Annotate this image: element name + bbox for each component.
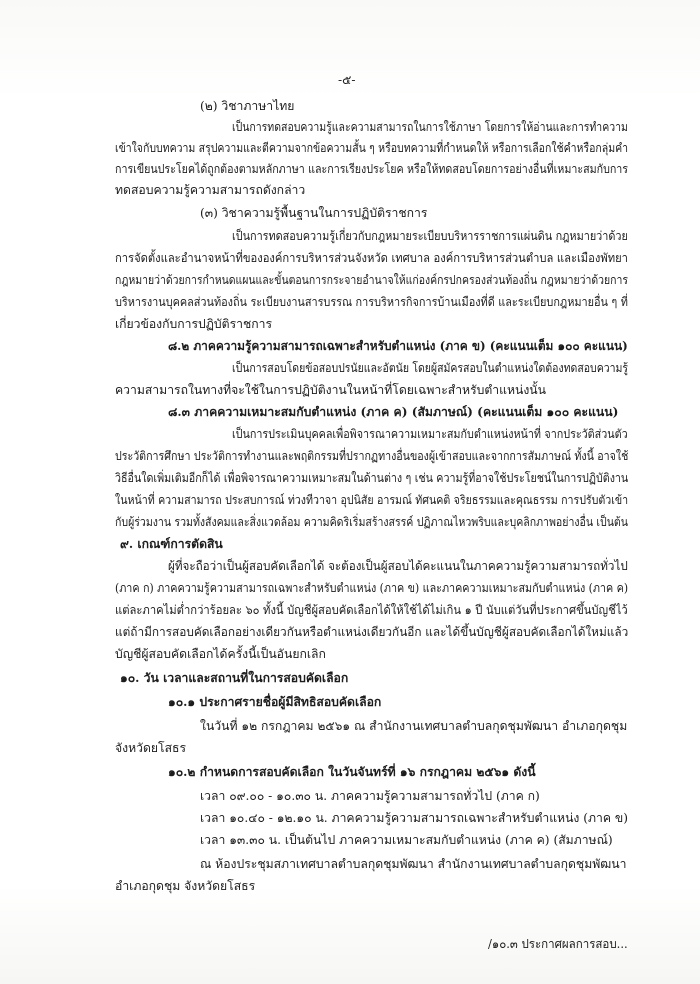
- paragraph-line: เป็นการทดสอบความรู้และความสามารถในการใช้ภาษา โดยการให้อ่านและการทำความ: [232, 120, 628, 134]
- schedule-item: เวลา ๑๐.๔๐ - ๑๒.๑๐ น. ภาคความรู้ความสามารถเฉพาะสำหรับตำแหน่ง (ภาค ข): [200, 811, 628, 825]
- schedule-item: เวลา ๑๓.๓๐ น. เป็นต้นไป ภาคความเหมาะสมกับตำแหน่ง (ภาค ค) (สัมภาษณ์): [200, 833, 613, 847]
- paragraph-line: ในวันที่ ๑๒ กรกฎาคม ๒๕๖๑ ณ สำนักงานเทศบาลตำบลกุดชุมพัฒนา อำเภอกุดชุม: [200, 719, 628, 733]
- paragraph-line: เข้าใจกับบทความ สรุปความและตีความจากข้อความสั้น ๆ หรือบทความที่กำหนดให้ หรือการเลือกใช้คำหรือกลุ่มคำ: [115, 141, 629, 155]
- schedule-item: เวลา ๐๙.๐๐ - ๑๐.๓๐ น. ภาคความรู้ความสามารถทั่วไป (ภาค ก): [200, 789, 540, 803]
- section-heading-10: ๑๐. วัน เวลาและสถานที่ในการสอบคัดเลือก: [120, 671, 349, 685]
- paragraph-line: แต่ถ้ามีการสอบคัดเลือกอย่างเดียวกันหรือตำแหน่งเดียวกันอีก และได้ขึ้นบัญชีผู้สอบคัดเลือกได้ใหม่แล้ว: [115, 625, 629, 639]
- paragraph-line: กฎหมายว่าด้วยการกำหนดแผนและขั้นตอนการกระจายอำนาจให้แก่องค์กรปกครองส่วนท้องถิ่น กฎหมายว่าด้วยการ: [115, 273, 628, 287]
- paragraph-line: การเขียนประโยคได้ถูกต้องตามหลักภาษา และการเรียงประโยค หรือให้ทดสอบโดยการอย่างอื่นที่เหมาะสมกับการ: [115, 162, 629, 176]
- paragraph-line: บัญชีผู้สอบคัดเลือกได้ครั้งนี้เป็นอันยกเลิก: [115, 647, 326, 661]
- paragraph-line: เป็นการประเมินบุคคลเพื่อพิจารณาความเหมาะสมกับตำแหน่งหน้าที่ จากประวัติส่วนตัว: [232, 427, 628, 441]
- section-heading-10-2: ๑๐.๒ กำหนดการสอบคัดเลือก ในวันจันทร์ที่ ๑๖ กรกฎาคม ๒๕๖๑ ดังนี้: [168, 765, 536, 779]
- venue-line: อำเภอกุดชุม จังหวัดยโสธร: [115, 879, 256, 893]
- paragraph-line: กับผู้ร่วมงาน รวมทั้งสังคมและสิ่งแวดล้อม ความคิดริเริ่มสร้างสรรค์ ปฏิภาณไหวพริบและบุคลิกภาพอย่างอื่น เป็นต้น: [115, 515, 628, 529]
- venue-line: ณ ห้องประชุมสภาเทศบาลตำบลกุดชุมพัฒนา สำนักงานเทศบาลตำบลกุดชุมพัฒนา: [200, 857, 627, 871]
- paragraph-line: ในหน้าที่ ความสามารถ ประสบการณ์ ท่วงทีวาจา อุปนิสัย อารมณ์ ทัศนคติ จริยธรรมและคุณธรรม การปรับตัวเข้า: [115, 493, 629, 507]
- paragraph-line: ความสามารถในทางที่จะใช้ในการปฏิบัติงานในหน้าที่โดยเฉพาะสำหรับตำแหน่งนั้น: [115, 383, 546, 397]
- section-heading-8-2: ๘.๒ ภาคความรู้ความสามารถเฉพาะสำหรับตำแหน่ง (ภาค ข) (คะแนนเต็ม ๑๐๐ คะแนน): [168, 339, 628, 353]
- section-heading-9: ๙. เกณฑ์การตัดสิน: [120, 537, 223, 551]
- paragraph-line: เกี่ยวข้องกับการปฏิบัติราชการ: [115, 317, 273, 331]
- paragraph-line: แต่ละภาคไม่ต่ำกว่าร้อยละ ๖๐ ทั้งนี้ บัญชีผู้สอบคัดเลือกได้ให้ใช้ได้ไม่เกิน ๑ ปี นับแต่วันที่ประกาศขึ้นบัญชีไว้: [115, 603, 628, 617]
- section-heading-10-1: ๑๐.๑ ประกาศรายชื่อผู้มีสิทธิสอบคัดเลือก: [168, 695, 382, 709]
- paragraph-line: การจัดตั้งและอำนาจหน้าที่ขององค์การบริหารส่วนจังหวัด เทศบาล องค์การบริหารส่วนตำบล และเมืองพัทยา: [115, 251, 628, 265]
- paragraph-line: ทดสอบความรู้ความสามารถดังกล่าว: [115, 183, 306, 197]
- paragraph-line: บริหารงานบุคคลส่วนท้องถิ่น ระเบียบงานสารบรรณ การบริหารกิจการบ้านเมืองที่ดี และระเบียบกฎหมายอื่น ๆ ที่: [115, 295, 628, 309]
- paragraph-line: ประวัติการศึกษา ประวัติการทำงานและพฤติกรรมที่ปรากฏทางอื่นของผู้เข้าสอบและจากการสัมภาษณ์ ทั้งนี้ อาจใช้: [115, 449, 629, 463]
- paragraph-line: เป็นการทดสอบความรู้เกี่ยวกับกฎหมายระเบียบบริหารราชการแผ่นดิน กฎหมายว่าด้วย: [232, 229, 628, 243]
- page-number: -๕-: [338, 73, 356, 87]
- paragraph-line: ผู้ที่จะถือว่าเป็นผู้สอบคัดเลือกได้ จะต้องเป็นผู้สอบได้คะแนนในภาคความรู้ความสามารถทั่วไป: [168, 559, 628, 573]
- subsection-title-thai: (๒) วิชาภาษาไทย: [200, 99, 295, 113]
- paragraph-line: (ภาค ก) ภาคความรู้ความสามารถเฉพาะสำหรับตำแหน่ง (ภาค ข) และภาคความเหมาะสมกับตำแหน่ง (ภาค ค): [115, 581, 629, 595]
- subsection-title-basic: (๓) วิชาความรู้พื้นฐานในการปฏิบัติราชการ: [200, 206, 428, 220]
- paragraph-line: จังหวัดยโสธร: [115, 741, 186, 755]
- section-heading-8-3: ๘.๓ ภาคความเหมาะสมกับตำแหน่ง (ภาค ค) (สัมภาษณ์) (คะแนนเต็ม ๑๐๐ คะแนน): [168, 405, 619, 419]
- continuation-footer: /๑๐.๓ ประกาศผลการสอบ...: [488, 937, 628, 951]
- paragraph-line: เป็นการสอบโดยข้อสอบปรนัยและอัตนัย โดยผู้สมัครสอบในตำแหน่งใดต้องทดสอบความรู้: [232, 361, 629, 375]
- paragraph-line: วิธีอื่นใดเพิ่มเติมอีกก็ได้ เพื่อพิจารณาความเหมาะสมในด้านต่าง ๆ เช่น ความรู้ที่อาจใช้ประโยชน์ในการปฏิบัติงาน: [115, 471, 629, 485]
